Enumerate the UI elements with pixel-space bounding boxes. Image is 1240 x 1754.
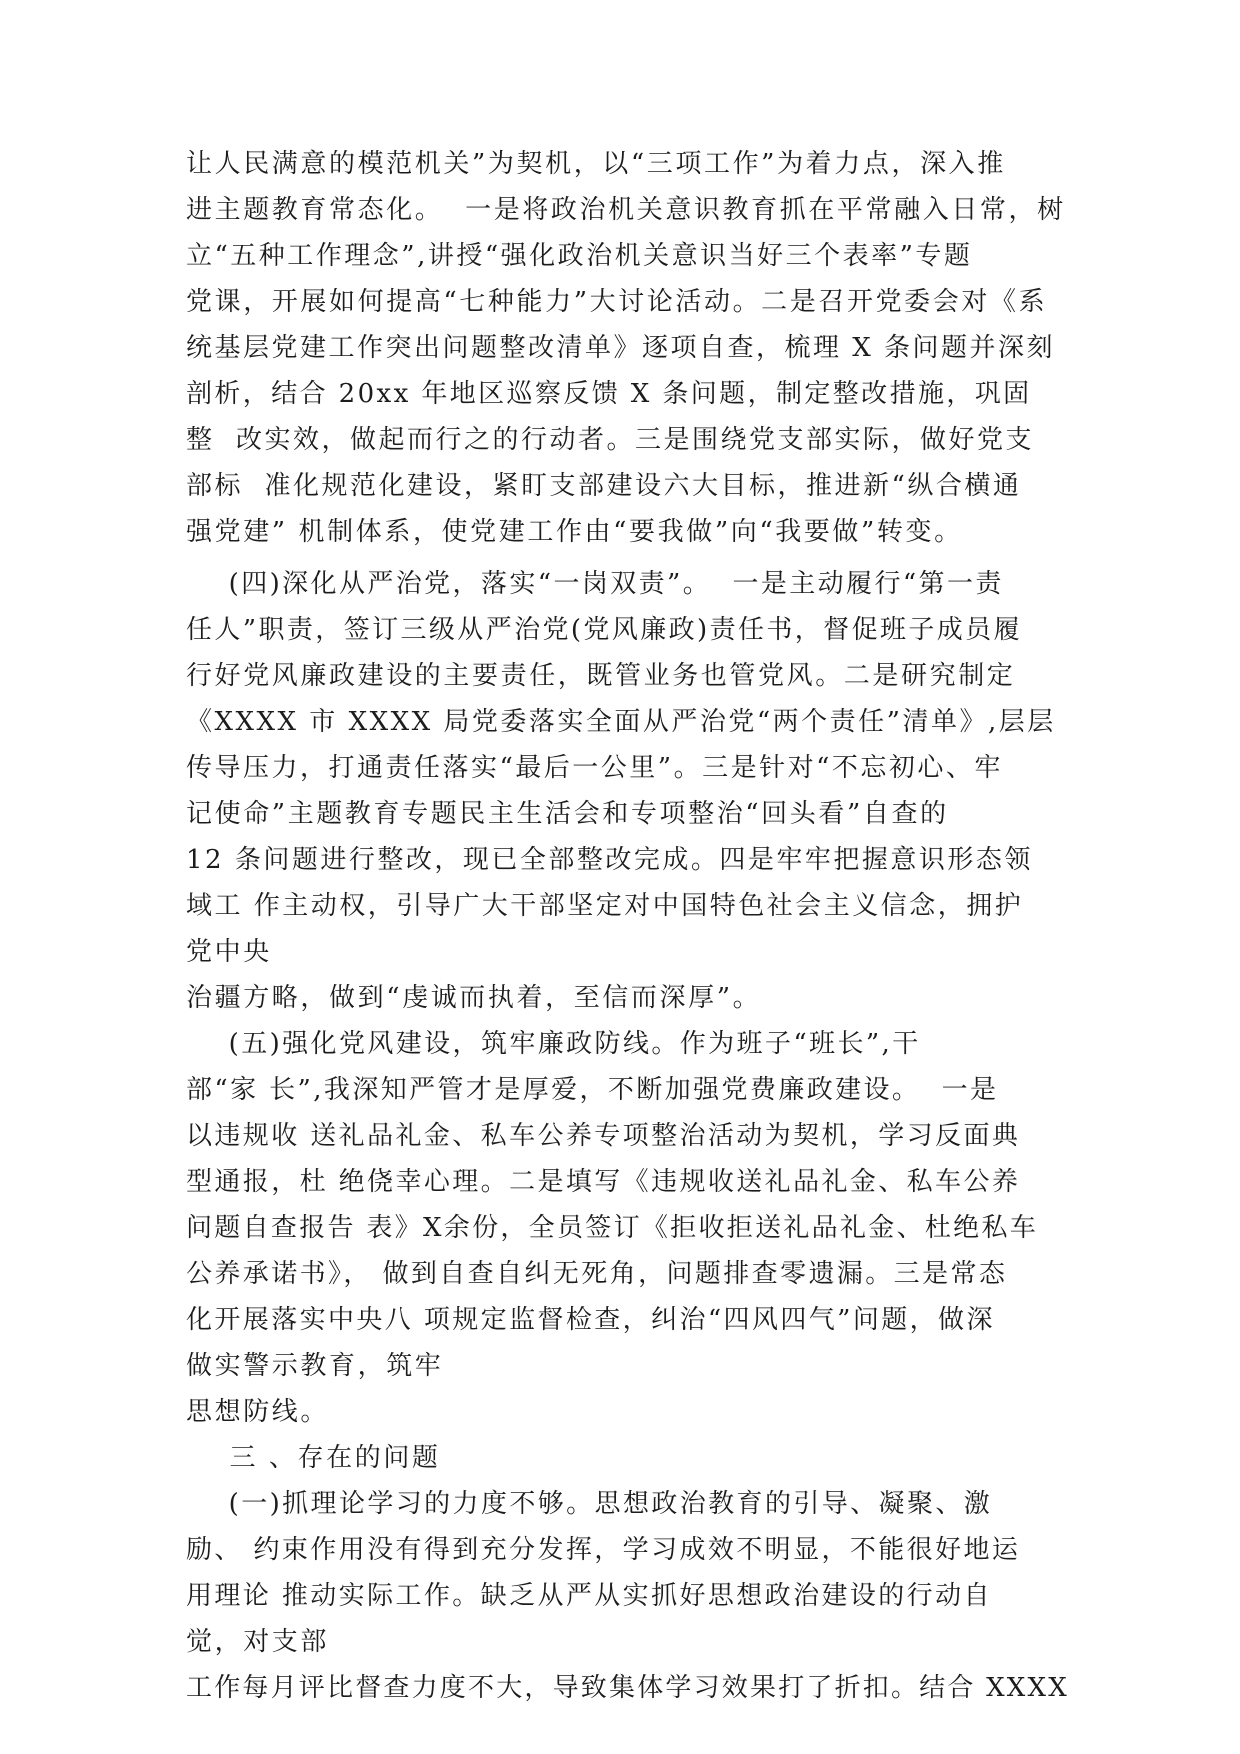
text-line: 工作每月评比督查力度不大，导致集体学习效果打了折扣。结合 XXXX <box>186 1673 1069 1703</box>
text-line: 任人”职责，签订三级从严治党(党风廉政)责任书，督促班子成员履 <box>186 615 1022 645</box>
text-line: 强党建” 机制体系，使党建工作由“要我做”向“我要做”转变。 <box>186 517 963 547</box>
text-line: 做实警示教育，筑牢 <box>186 1351 444 1381</box>
text-line: 部“家 长”,我深知严管才是厚爱，不断加强党费廉政建设。 一是 <box>186 1075 999 1105</box>
text-line: 统基层党建工作突出问题整改清单》逐项自查，梳理 X 条问题并深刻 <box>186 333 1056 363</box>
text-line: 立“五种工作理念”,讲授“强化政治机关意识当好三个表率”专题 <box>186 241 973 271</box>
text-line: 剖析，结合 20xx 年地区巡察反馈 X 条问题，制定整改措施，巩固 <box>186 379 1032 409</box>
text-line: 用理论 推动实际工作。缺乏从严从实抓好思想政治建设的行动自 <box>186 1581 992 1611</box>
text-line: 进主题教育常态化。 一是将政治机关意识教育抓在平常融入日常，树 <box>186 195 1066 225</box>
text-line: 记使命”主题教育专题民主生活会和专项整治“回头看”自查的 <box>186 799 949 829</box>
text-line: (一)抓理论学习的力度不够。思想政治教育的引导、凝聚、激 <box>186 1489 993 1519</box>
text-line: 整 改实效，做起而行之的行动者。三是围绕党支部实际，做好党支 <box>186 425 1035 455</box>
text-line: 思想防线。 <box>186 1397 330 1427</box>
text-line: 部标 准化规范化建设，紧盯支部建设六大目标，推进新“纵合横通 <box>186 471 1022 501</box>
section-heading: 三 、存在的问题 <box>186 1443 441 1473</box>
text-line: 域工 作主动权，引导广大干部坚定对中国特色社会主义信念，拥护 <box>186 891 1024 921</box>
text-line: 《XXXX 市 XXXX 局党委落实全面从严治党“两个责任”清单》,层层 <box>186 707 1056 737</box>
text-line: 12 条问题进行整改，现已全部整改完成。四是牢牢把握意识形态领 <box>186 845 1033 875</box>
text-line: 化开展落实中央八 项规定监督检查，纠治“四风四气”问题，做深 <box>186 1305 995 1335</box>
text-line: 让人民满意的模范机关”为契机，以“三项工作”为着力点，深入推 <box>186 149 1006 179</box>
text-line: 党中央 <box>186 937 272 967</box>
text-line: 励、 约束作用没有得到充分发挥，学习成效不明显，不能很好地运 <box>186 1535 1021 1565</box>
text-line: 传导压力，打通责任落实“最后一公里”。三是针对“不忘初心、牢 <box>186 753 1003 783</box>
text-line: (五)强化党风建设，筑牢廉政防线。作为班子“班长”,干 <box>186 1029 921 1059</box>
text-line: 觉，对支部 <box>186 1627 330 1657</box>
text-line: 以违规收 送礼品礼金、私车公养专项整治活动为契机，学习反面典 <box>186 1121 1021 1151</box>
text-line: (四)深化从严治党，落实“一岗双责”。 一是主动履行“第一责 <box>186 569 1004 599</box>
text-line: 党课，开展如何提高“七种能力”大讨论活动。二是召开党委会对《系 <box>186 287 1048 317</box>
text-line: 问题自查报告 表》X余份，全员签订《拒收拒送礼品礼金、杜绝私车 <box>186 1213 1039 1243</box>
text-line: 型通报，杜 绝侥幸心理。二是填写《违规收送礼品礼金、私车公养 <box>186 1167 1021 1197</box>
text-line: 治疆方略，做到“虔诚而执着，至信而深厚”。 <box>186 983 762 1013</box>
text-line: 公养承诺书》， 做到自查自纠无死角，问题排查零遗漏。三是常态 <box>186 1259 1008 1289</box>
text-line: 行好党风廉政建设的主要责任，既管业务也管党风。二是研究制定 <box>186 661 1016 691</box>
